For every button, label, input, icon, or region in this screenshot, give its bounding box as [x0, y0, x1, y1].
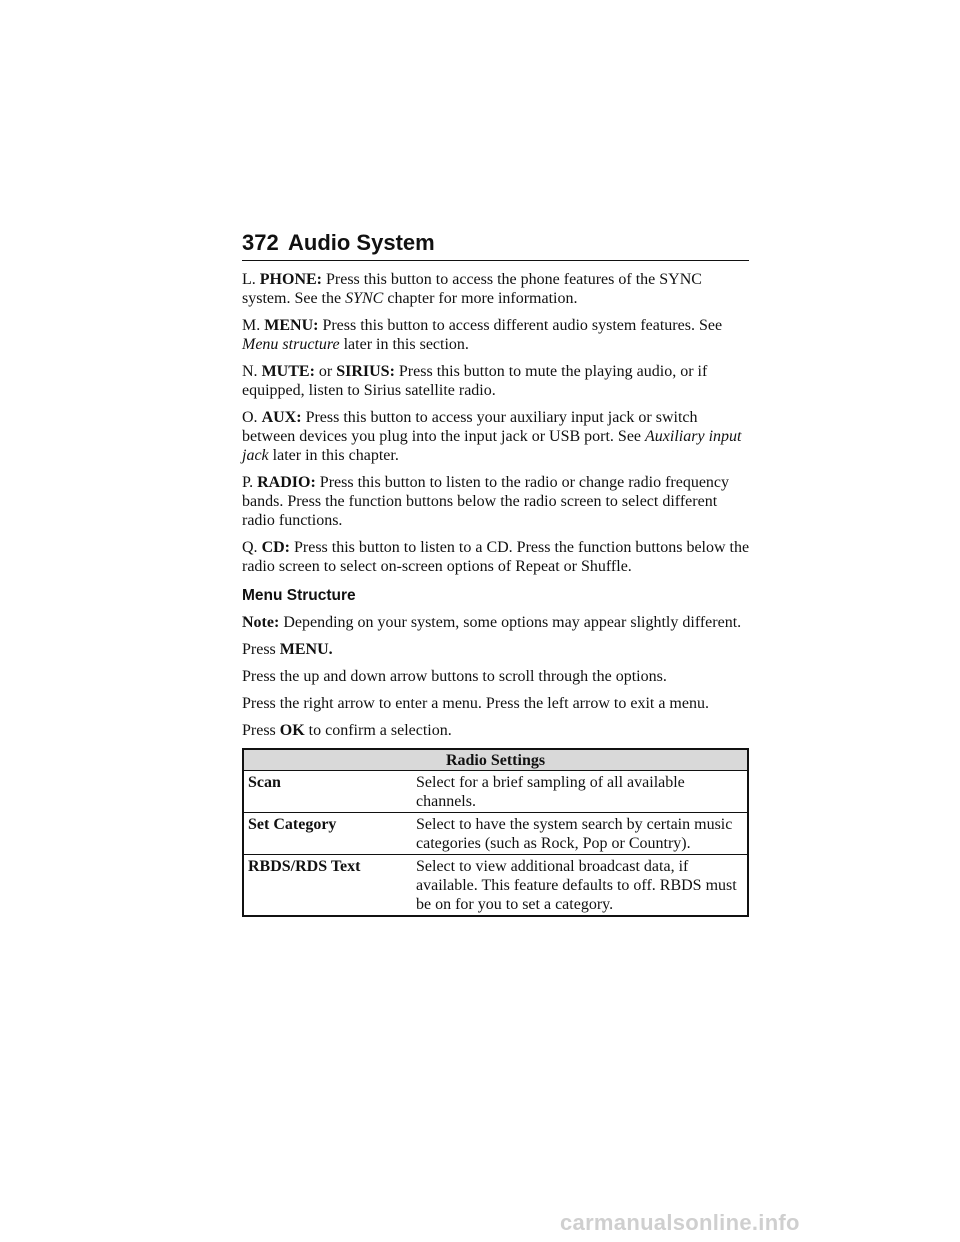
item-text: Press this button to listen to a CD. Press the function buttons below the radio screen to select on-screen options of Repeat or Shuffle.: [242, 539, 750, 575]
instruction-text: Press: [242, 722, 276, 739]
table-header-row: [243, 749, 748, 771]
scroll-paragraph: Press the up and down arrow buttons to scroll through the options.: [242, 668, 667, 685]
setting-name: Scan: [243, 771, 412, 813]
item-term: RADIO:: [257, 474, 316, 491]
item-letter: O.: [242, 409, 258, 426]
item-term: CD:: [261, 539, 290, 556]
cross-reference: SYNC: [345, 290, 384, 307]
note-label: Note:: [242, 614, 280, 631]
setting-name: RBDS/RDS Text: [243, 855, 412, 917]
item-letter: M.: [242, 317, 261, 334]
setting-description: Select to view additional broadcast data, if available. This feature defaults to off. RBDS must be on for you to set a category.: [412, 855, 748, 917]
table-row: [243, 813, 748, 855]
item-text: later in this chapter.: [272, 447, 399, 464]
item-radio: [242, 473, 752, 530]
menu-key-label: MENU.: [279, 641, 333, 658]
note-paragraph: [242, 613, 752, 632]
item-term: MENU:: [264, 317, 319, 334]
item-text: chapter for more information.: [387, 290, 578, 307]
item-letter: P.: [242, 474, 254, 491]
table-row: [243, 771, 748, 813]
item-text: or: [318, 363, 333, 380]
radio-settings-table: [242, 748, 749, 917]
cross-reference: Auxiliary input jack: [242, 428, 742, 464]
item-letter: N.: [242, 363, 258, 380]
item-text: Press this button to listen to the radio or change radio frequency bands. Press the function buttons below the radio screen to select different radio functions.: [242, 474, 730, 529]
ok-key-label: OK: [279, 722, 305, 739]
instruction-text: to confirm a selection.: [308, 722, 452, 739]
item-aux: [242, 408, 752, 465]
item-text: Press this button to access the phone features of the SYNC system. See the: [242, 271, 702, 307]
item-term: PHONE:: [259, 271, 322, 288]
cross-reference: Menu structure: [242, 336, 340, 353]
setting-description: Select for a brief sampling of all available channels.: [412, 771, 748, 813]
note-text: Depending on your system, some options may appear slightly different.: [283, 614, 742, 631]
setting-description: Select to have the system search by certain music categories (such as Rock, Pop or Country).: [412, 813, 748, 855]
section-title: Audio System: [288, 230, 435, 255]
arrow-paragraph: Press the right arrow to enter a menu. Press the left arrow to exit a menu.: [242, 695, 709, 712]
item-mute: [242, 362, 752, 400]
page-header: [242, 229, 749, 263]
menu-structure-heading: Menu Structure: [242, 587, 356, 604]
item-text: Press this button to access different audio system features. See: [322, 317, 723, 334]
item-term: AUX:: [261, 409, 302, 426]
item-text: later in this section.: [343, 336, 469, 353]
item-letter: L.: [242, 271, 256, 288]
setting-name: Set Category: [243, 813, 412, 855]
page-content: [242, 270, 752, 917]
table-row: [243, 855, 748, 917]
page-number: 372: [242, 230, 279, 255]
item-text: Press this button to mute the playing audio, or if equipped, listen to Sirius satellite radio.: [242, 363, 708, 399]
confirm-paragraph: [242, 721, 752, 740]
item-menu: [242, 316, 752, 354]
item-term: SIRIUS:: [336, 363, 395, 380]
press-menu-paragraph: [242, 640, 752, 659]
item-phone: [242, 270, 752, 308]
header-rule: [242, 260, 749, 261]
watermark: carmanualsonline.info: [560, 1210, 800, 1235]
item-cd: [242, 538, 752, 576]
item-term: MUTE:: [261, 363, 315, 380]
instruction-text: Press: [242, 641, 276, 658]
item-text: Press this button to access your auxiliary input jack or switch between devices you plug into the input jack or USB port. See: [242, 409, 698, 445]
table-title: Radio Settings: [243, 749, 748, 771]
item-letter: Q.: [242, 539, 258, 556]
